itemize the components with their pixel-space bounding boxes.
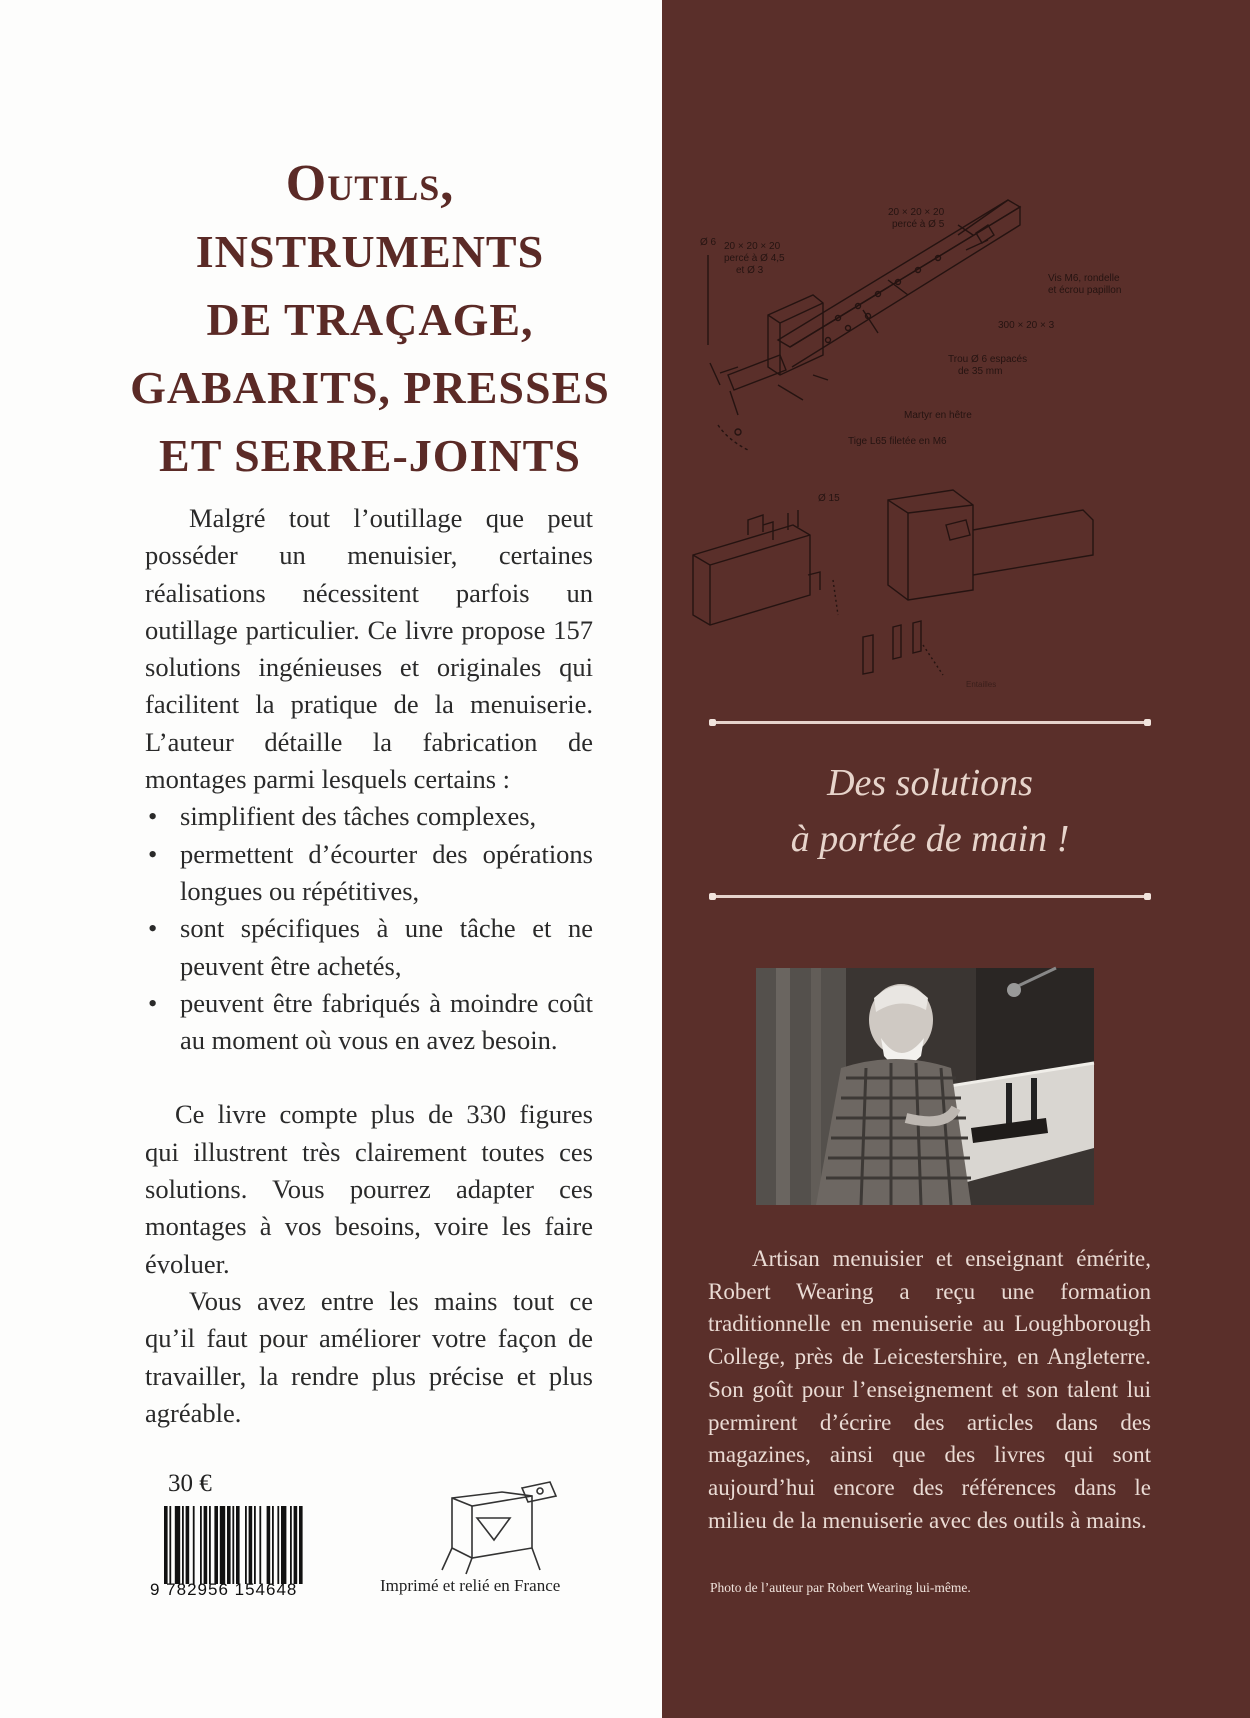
title-line: ET SERRE-JOINTS xyxy=(159,430,581,481)
barcode-bar xyxy=(214,1506,218,1584)
divider-top xyxy=(712,721,1148,724)
diagram-label: Entailles xyxy=(966,680,997,689)
intro-paragraph: Malgré tout l’outillage que peut posséder un menuisier, certaines réalisations nécessitent parfois un outillage particulier. Ce livre propose 157 solutions ingénieuses et originales qui facilitent la pratique de la menuiserie. L’auteur détaille la fabrication de montages parmi lesquels certains : xyxy=(145,503,593,795)
barcode-bar xyxy=(272,1506,274,1584)
spacer xyxy=(145,1059,593,1096)
list-item-text: sont spécifiques à une tâche et ne peuvent être achetés, xyxy=(180,913,593,981)
title-line: GABARITS, PRESSES xyxy=(130,362,610,413)
price: 30 € xyxy=(168,1470,212,1497)
list-item xyxy=(145,985,593,1060)
title-line: DE TRAÇAGE, xyxy=(206,294,534,345)
diagram-label: 20 × 20 × 20 xyxy=(724,241,781,252)
bullet: • xyxy=(148,801,158,832)
diagram-label: 300 × 20 × 3 xyxy=(998,320,1055,331)
barcode xyxy=(164,1506,342,1584)
diagram-label: Martyr en hêtre xyxy=(904,410,972,421)
divider-bottom xyxy=(712,895,1148,898)
tagline xyxy=(712,755,1148,867)
list-item xyxy=(145,836,593,911)
tagline-line: à portée de main ! xyxy=(790,818,1070,860)
closing-paragraph: Vous avez entre les mains tout ce qu’il faut pour améliorer votre façon de travailler, la rendre plus précise et plus agréable. xyxy=(145,1285,593,1428)
diagram-label: 20 × 20 × 20 xyxy=(888,207,945,218)
barcode-bar xyxy=(169,1506,171,1584)
barcode-bar xyxy=(267,1506,271,1584)
bullet: • xyxy=(148,987,158,1018)
tagline-line: Des solutions xyxy=(827,762,1033,804)
figures-paragraph: Ce livre compte plus de 330 figures qui illustrent très clairement toutes ces solutions. Vous pourrez adapter ces montages à vos besoins, voire les faire évoluer. xyxy=(145,1099,593,1279)
list-item xyxy=(145,798,593,835)
diagram-label: Ø 6 xyxy=(700,237,717,248)
publisher-logo-icon xyxy=(432,1478,562,1578)
barcode-bar xyxy=(182,1506,184,1584)
diagram-label: et écrou papillon xyxy=(1048,285,1122,296)
barcode-bar xyxy=(277,1506,279,1584)
clamp-diagram-illustration xyxy=(700,195,1148,700)
list-item-text: simplifient des tâches complexes, xyxy=(180,801,537,832)
list-item-text: peuvent être fabriqués à moindre coût au moment où vous en avez besoin. xyxy=(180,987,593,1056)
barcode-bar xyxy=(294,1506,298,1584)
barcode-bar xyxy=(175,1506,180,1584)
barcode-bar xyxy=(259,1506,261,1584)
diagram-label: percé à Ø 4,5 xyxy=(724,253,785,264)
barcode-bar xyxy=(299,1506,303,1584)
bullet: • xyxy=(148,913,158,944)
barcode-bar xyxy=(236,1506,240,1584)
diagram-label: de 35 mm xyxy=(958,366,1003,377)
bullet: • xyxy=(148,838,158,869)
feature-list xyxy=(145,798,593,1059)
diagram-label: et Ø 3 xyxy=(736,265,764,276)
barcode-bar xyxy=(281,1506,286,1584)
title-line: INSTRUMENTS xyxy=(195,226,545,277)
barcode-bar xyxy=(232,1506,234,1584)
author-photo xyxy=(756,968,1094,1205)
diagram-label: percé à Ø 5 xyxy=(892,219,945,230)
barcode-bar xyxy=(204,1506,208,1584)
diagram-label: Tige L65 filetée en M6 xyxy=(848,436,947,447)
barcode-bar xyxy=(193,1506,195,1584)
blurb xyxy=(145,500,593,1432)
barcode-number: 9 782956 154648 xyxy=(150,1580,298,1599)
title-line: Outils, xyxy=(285,155,455,212)
barcode-bar xyxy=(249,1506,253,1584)
barcode-bar xyxy=(254,1506,256,1584)
list-item xyxy=(145,910,593,985)
barcode-bar xyxy=(209,1506,211,1584)
barcode-bar xyxy=(290,1506,292,1584)
photo-credit: Photo de l’auteur par Robert Wearing lui-même. xyxy=(710,1580,971,1595)
diagram-label: Ø 15 xyxy=(818,493,840,504)
author-bio xyxy=(708,1243,1151,1537)
barcode-bar xyxy=(227,1506,231,1584)
barcode-bar xyxy=(164,1506,168,1584)
bio-paragraph: Artisan menuisier et enseignant émérite, Robert Wearing a reçu une formation traditionnelle en menuiserie au Loughborough College, près de Leicestershire, en Angleterre. Son goût pour l’enseignement et son talent lui permirent d’écrire des articles dans des magazines, ainsi que des livres qui sont aujourd’hui encore des références dans le milieu de la menuiserie avec des outils à mains. xyxy=(708,1246,1151,1533)
printed-in-france: Imprimé et relié en France xyxy=(380,1576,561,1595)
diagram-label: Trou Ø 6 espacés xyxy=(948,354,1028,365)
barcode-bar xyxy=(186,1506,190,1584)
barcode-bar xyxy=(245,1506,247,1584)
book-title xyxy=(60,150,680,490)
barcode-bar xyxy=(220,1506,225,1584)
barcode-bar xyxy=(200,1506,202,1584)
list-item-text: permettent d’écourter des opérations longues ou répétitives, xyxy=(180,838,593,906)
diagram-label: Vis M6, rondelle xyxy=(1048,273,1120,284)
